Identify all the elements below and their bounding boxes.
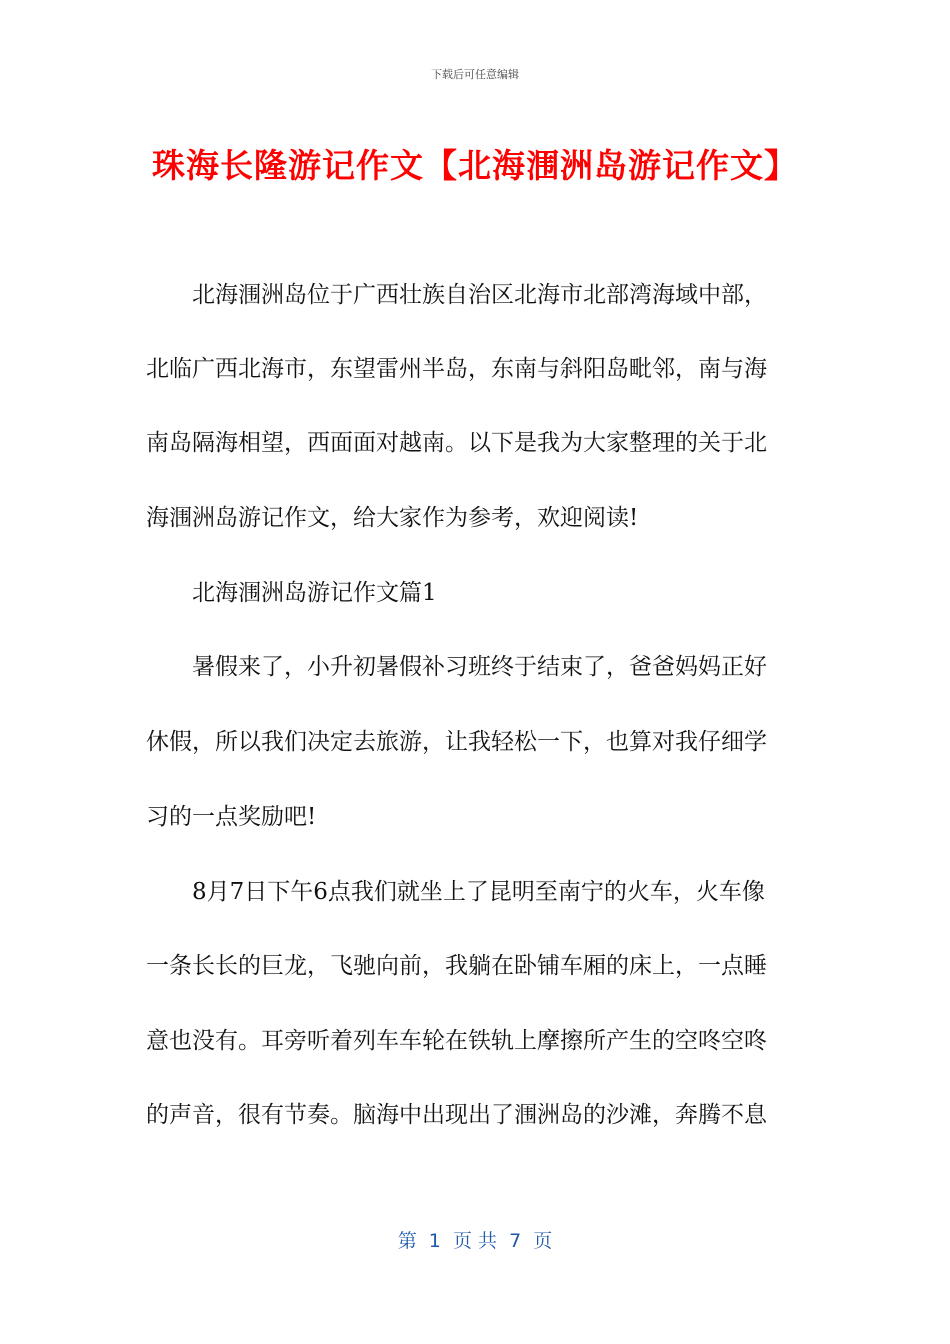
body-line-12: 的声音，很有节奏。脑海中出现出了涠洲岛的沙滩，奔腾不息 xyxy=(146,1102,767,1128)
header-note: 下载后可任意编辑 xyxy=(431,68,519,81)
page-title: 珠海长隆游记作文【北海涠洲岛游记作文】 xyxy=(152,146,798,185)
section-heading: 北海涠洲岛游记作文篇1 xyxy=(192,580,437,606)
body-line-7: 休假，所以我们决定去旅游，让我轻松一下，也算对我仔细学 xyxy=(146,729,767,755)
body-line-6: 暑假来了，小升初暑假补习班终于结束了，爸爸妈妈正好 xyxy=(192,654,767,680)
body-line-8: 习的一点奖励吧! xyxy=(146,804,317,830)
body-line-10: 一条长长的巨龙，飞驰向前，我躺在卧铺车厢的床上，一点睡 xyxy=(146,953,767,979)
page-number: 第 1 页 共 7 页 xyxy=(397,1230,553,1252)
body-line-3: 南岛隔海相望，西面面对越南。以下是我为大家整理的关于北 xyxy=(146,430,767,456)
body-line-11: 意也没有。耳旁听着列车车轮在铁轨上摩擦所产生的空咚空咚 xyxy=(146,1028,767,1054)
body-line-9: 8月7日下午6点我们就坐上了昆明至南宁的火车，火车像 xyxy=(192,879,765,905)
body-line-4: 海涠洲岛游记作文，给大家作为参考，欢迎阅读! xyxy=(146,505,639,531)
body-line-2: 北临广西北海市，东望雷州半岛，东南与斜阳岛毗邻，南与海 xyxy=(146,356,767,382)
body-line-1: 北海涠洲岛位于广西壮族自治区北海市北部湾海域中部， xyxy=(192,282,767,308)
